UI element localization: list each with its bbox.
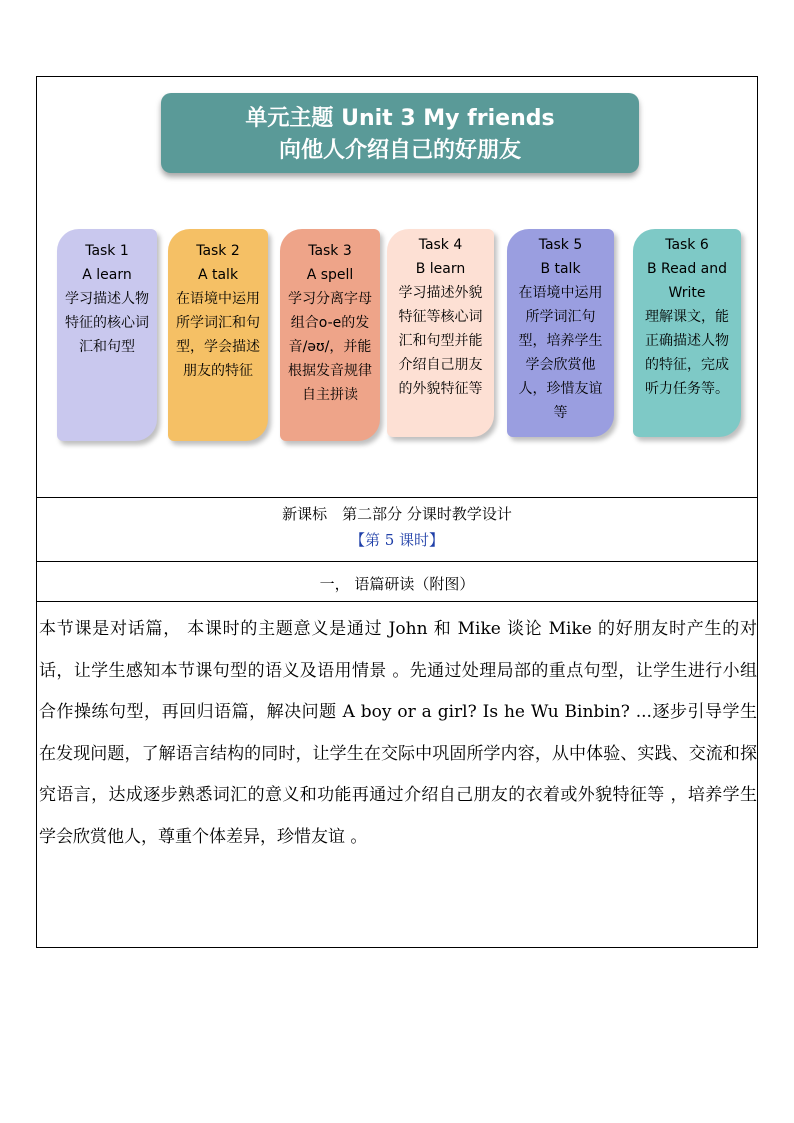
course-heading: 新课标 第二部分 分课时教学设计 — [282, 505, 512, 523]
task-card-2 — [168, 229, 268, 441]
lesson-number: 【第 5 课时】 — [349, 531, 445, 549]
task-title: Task 4 — [418, 237, 463, 253]
task-card-5 — [507, 229, 614, 437]
banner-title: 单元主题 Unit 3 My friends — [245, 106, 555, 131]
task-description: 学习描述外貌特征等核心词汇和句型并能介绍自己朋友的外貌特征等 — [398, 285, 483, 397]
task-description: 学习分离字母组合o-e的发音/əʊ/，并能根据发音规律自主拼读 — [288, 291, 372, 403]
task-subtitle: A spell — [306, 267, 354, 283]
task-subtitle: A talk — [197, 267, 239, 283]
task-title: Task 3 — [308, 243, 352, 259]
task-subtitle: A learn — [82, 267, 132, 283]
lesson-plan-table — [36, 76, 758, 948]
task-card-6 — [633, 229, 741, 437]
task-description: 在语境中运用所学词汇句型，培养学生学会欣赏他人，珍惜友谊等 — [518, 285, 603, 421]
task-subtitle: B Read and Write — [646, 261, 728, 301]
task-card-4 — [387, 229, 494, 437]
task-subtitle: B talk — [540, 261, 581, 277]
task-description: 在语境中运用所学词汇和句型，学会描述朋友的特征 — [176, 291, 260, 379]
row-divider — [37, 561, 757, 562]
task-title: Task 6 — [665, 237, 709, 253]
task-title: Task 2 — [196, 243, 240, 259]
row-divider — [37, 497, 757, 498]
task-description: 理解课文，能正确描述人物的特征，完成听力任务等。 — [645, 309, 729, 397]
discourse-analysis-text: 本节课是对话篇， 本课时的主题意义是通过 John 和 Mike 谈论 Mike 的好朋友时产生的对话，让学生感知本节课句型的语义及语用情景 。先通过处理局部的重点句型，让学生进行小组合作操练句型，再回归语篇，解决问题 A boy or a girl? Is he Wu Binbin? ...逐步引导学生在发现问题，了解语言结构的同时，让学生在交际中巩固所学内容，从中体验、实践、交流和探究语言，达成逐步熟悉词汇的意义和功能再通过介绍自己朋友的衣着或外貌特征等 ，培养学生学会欣赏他人，尊重个体差异，珍惜友谊 。 — [39, 619, 757, 847]
unit-theme-banner — [161, 93, 639, 173]
task-title: Task 5 — [538, 237, 583, 253]
task-card-1 — [57, 229, 157, 441]
task-subtitle: B learn — [415, 261, 466, 277]
row-divider — [37, 601, 757, 602]
task-title: Task 1 — [85, 243, 129, 259]
banner-subtitle: 向他人介绍自己的好朋友 — [278, 138, 521, 163]
task-description: 学习描述人物特征的核心词汇和句型 — [65, 291, 149, 355]
section-title: 一， 语篇研读（附图） — [319, 575, 475, 593]
task-card-3 — [280, 229, 380, 441]
